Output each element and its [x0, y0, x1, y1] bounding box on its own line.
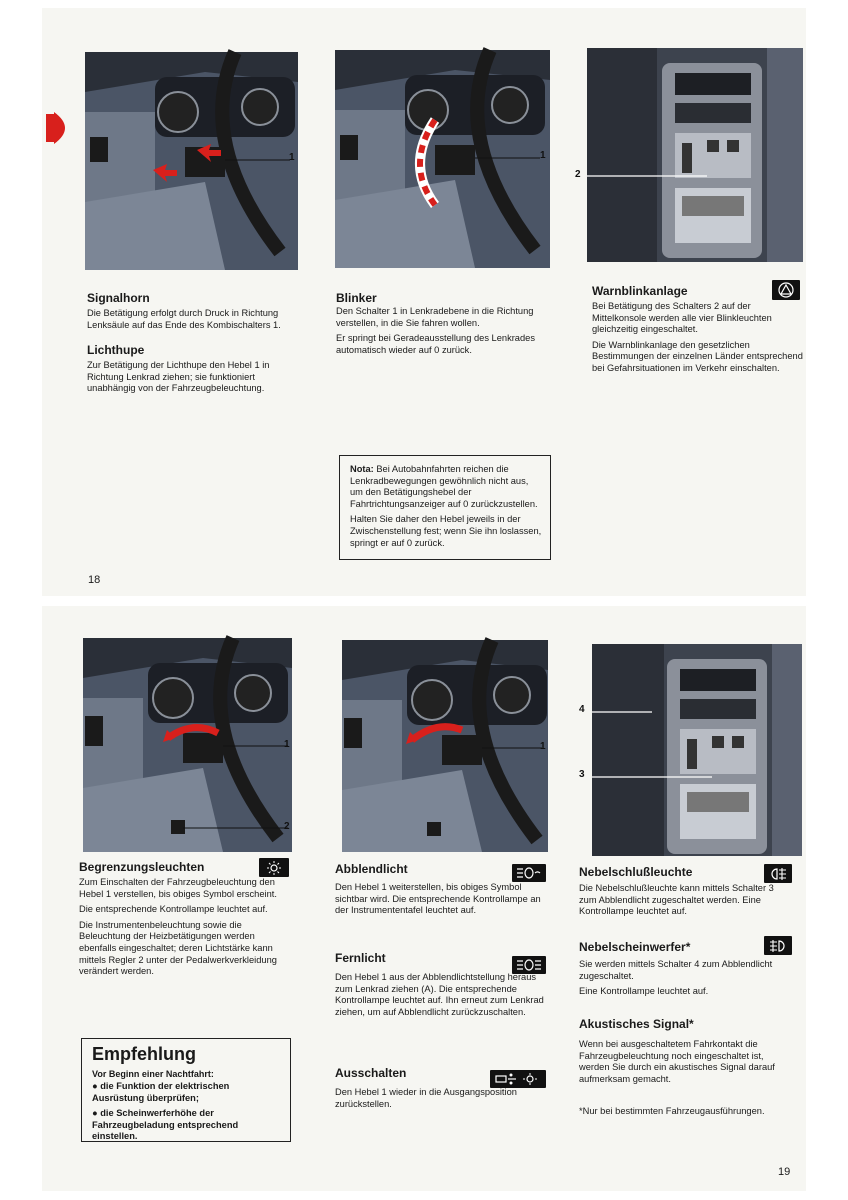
- photo-side-light-lever: [83, 638, 292, 852]
- page-19: [42, 606, 806, 1191]
- paragraph: Den Hebel 1 aus der Abblendlichtstellung heraus zum Lenkrad ziehen (A). Die entsprechende Kontrollampe leuchtet auf. Ihn erneut zum Lenkrad ziehen, um auf Abblendlicht zurückzuschalten.: [335, 972, 544, 1017]
- paragraph: Den Schalter 1 in Lenkradebene in die Richtung verstellen, in die Sie fahren wollen.: [336, 306, 534, 328]
- empfehlung-subtitle: Vor Beginn einer Nachtfahrt:: [92, 1069, 214, 1079]
- callout-1: 1: [284, 739, 290, 750]
- heading-fernlicht: Fernlicht: [335, 951, 386, 965]
- callout-1: 1: [540, 150, 546, 161]
- empfehlung-item: die Scheinwerferhöhe der Fahrzeugbeladung entsprechend einstellen.: [92, 1108, 239, 1142]
- paragraph: Die entsprechende Kontrollampe leuchtet auf.: [79, 904, 268, 915]
- empfehlung-title: Empfehlung: [92, 1044, 196, 1064]
- heading-warnblinkanlage: Warnblinkanlage: [592, 284, 688, 298]
- text-fernlicht: [335, 972, 548, 1022]
- heading-abblendlicht: Abblendlicht: [335, 862, 408, 876]
- paragraph: Sie werden mittels Schalter 4 zum Abblendlicht zugeschaltet.: [579, 959, 773, 981]
- bullet-icon: ●: [92, 1108, 101, 1119]
- heading-begrenzungsleuchten: Begrenzungsleuchten: [79, 860, 205, 874]
- heading-akustisches-signal: Akustisches Signal*: [579, 1017, 694, 1031]
- photo-center-console: [575, 48, 803, 262]
- heading-nebelschlussleuchte: Nebelschlußleuchte: [579, 865, 693, 879]
- paragraph: Wenn bei ausgeschaltetem Fahrkontakt die Fahrzeugbeleuchtung noch eingeschaltet ist, werden Sie durch ein akustisches Signal darauf aufmerksam gemacht.: [579, 1039, 775, 1084]
- callout-1: 1: [540, 741, 546, 752]
- photo-dipped-beam-lever: [342, 640, 548, 852]
- text-begrenzungsleuchten: [79, 877, 291, 982]
- heading-ausschalten: Ausschalten: [335, 1066, 407, 1080]
- callout-2: 2: [284, 821, 290, 832]
- callout-2: 2: [575, 169, 581, 180]
- heading-nebelscheinwerfer: Nebelscheinwerfer*: [579, 940, 691, 954]
- chapter-tab-marker: [46, 108, 76, 148]
- photo-indicator-lever: [335, 50, 550, 268]
- lights-off-icon: [490, 1070, 546, 1088]
- text-ausschalten: [335, 1087, 548, 1114]
- page-number: 18: [88, 574, 101, 586]
- heading-lichthupe: Lichthupe: [87, 343, 145, 357]
- rear-fog-light-icon: [764, 864, 792, 883]
- photo-horn-lever: [85, 52, 298, 270]
- text-lichthupe: [87, 360, 302, 399]
- paragraph: Die Warnblinkanlage den gesetzlichen Bestimmungen der einzelnen Länder entsprechend bei Gefahrsituationen im Verkehr einschalten.: [592, 339, 803, 373]
- paragraph: Zum Einschalten der Fahrzeugbeleuchtung den Hebel 1 verstellen, bis obiges Symbol erscheint.: [79, 877, 277, 899]
- footnote: *Nur bei bestimmten Fahrzeugausführungen.: [579, 1106, 765, 1116]
- nota-text: Bei Autobahnfahrten reichen die Lenkradbewegungen gewöhnlich nicht aus, um den Betätigungshebel der Fahrtrichtungsanzeiger auf 0 zurückzustellen.: [350, 464, 538, 509]
- photo-fog-light-switches: [579, 644, 802, 856]
- paragraph: Den Hebel 1 weiterstellen, bis obiges Symbol sichtbar wird. Die entsprechende Kontrollampe an der Instrumententafel leuchtet auf.: [335, 882, 541, 916]
- callout-1: 1: [289, 152, 295, 163]
- side-light-icon: [259, 858, 289, 877]
- paragraph: Bei Betätigung des Schalters 2 auf der Mittelkonsole werden alle vier Blinkleuchten gleichzeitig eingeschaltet.: [592, 301, 772, 335]
- empfehlung-box: [81, 1038, 291, 1142]
- bullet-icon: ●: [92, 1081, 101, 1091]
- nota-box: [339, 455, 551, 560]
- text-warnblinkanlage: [592, 301, 804, 379]
- heading-blinker: Blinker: [336, 291, 377, 305]
- paragraph: Die Betätigung erfolgt durch Druck in Richtung Lenksäule auf das Ende des Kombischalters 1.: [87, 308, 281, 330]
- text-nebelschlussleuchte: [579, 883, 793, 922]
- callout-4: 4: [579, 704, 585, 715]
- text-blinker: [336, 306, 551, 360]
- empfehlung-item: die Funktion der elektrischen Ausrüstung überprüfen;: [92, 1081, 230, 1103]
- page-number: 19: [778, 1166, 791, 1178]
- paragraph: Die Instrumentenbeleuchtung sowie die Beleuchtung der Heizbetätigungen werden ebenfalls eingeschaltet; deren Lichtstärke kann mittels Regler 2 unter der Pedalwerkverkleidung verändert werden.: [79, 919, 277, 977]
- callout-3: 3: [579, 769, 585, 780]
- text-akustisches-signal: [579, 1039, 793, 1089]
- heading-signalhorn: Signalhorn: [87, 291, 150, 305]
- paragraph: Zur Betätigung der Lichthupe den Hebel 1 in Richtung Lenkrad ziehen; sie funktioniert unabhängig von der Fahrzeugbeleuchtung.: [87, 360, 270, 394]
- dipped-beam-icon: [512, 864, 546, 882]
- nota-label: Nota:: [350, 464, 374, 474]
- front-fog-light-icon: [764, 936, 792, 955]
- nota-text: Halten Sie daher den Hebel jeweils in der Zwischenstellung fest; wenn Sie ihn loslassen, springt er auf 0 zurück.: [350, 514, 542, 548]
- text-signalhorn: [87, 308, 302, 335]
- paragraph: Eine Kontrollampe leuchtet auf.: [579, 986, 709, 997]
- paragraph: Die Nebelschlußleuchte kann mittels Schalter 3 zum Abblendlicht zugeschaltet werden. Eine Kontrollampe leuchtet auf.: [579, 883, 774, 917]
- text-abblendlicht: [335, 882, 548, 921]
- page-18: [42, 8, 806, 596]
- paragraph: Den Hebel 1 wieder in die Ausgangsposition zurückstellen.: [335, 1087, 517, 1109]
- paragraph: Er springt bei Geradeausstellung des Lenkrades automatisch wieder auf 0 zurück.: [336, 333, 535, 355]
- hazard-warning-icon: [772, 280, 800, 300]
- text-nebelscheinwerfer: [579, 959, 793, 1002]
